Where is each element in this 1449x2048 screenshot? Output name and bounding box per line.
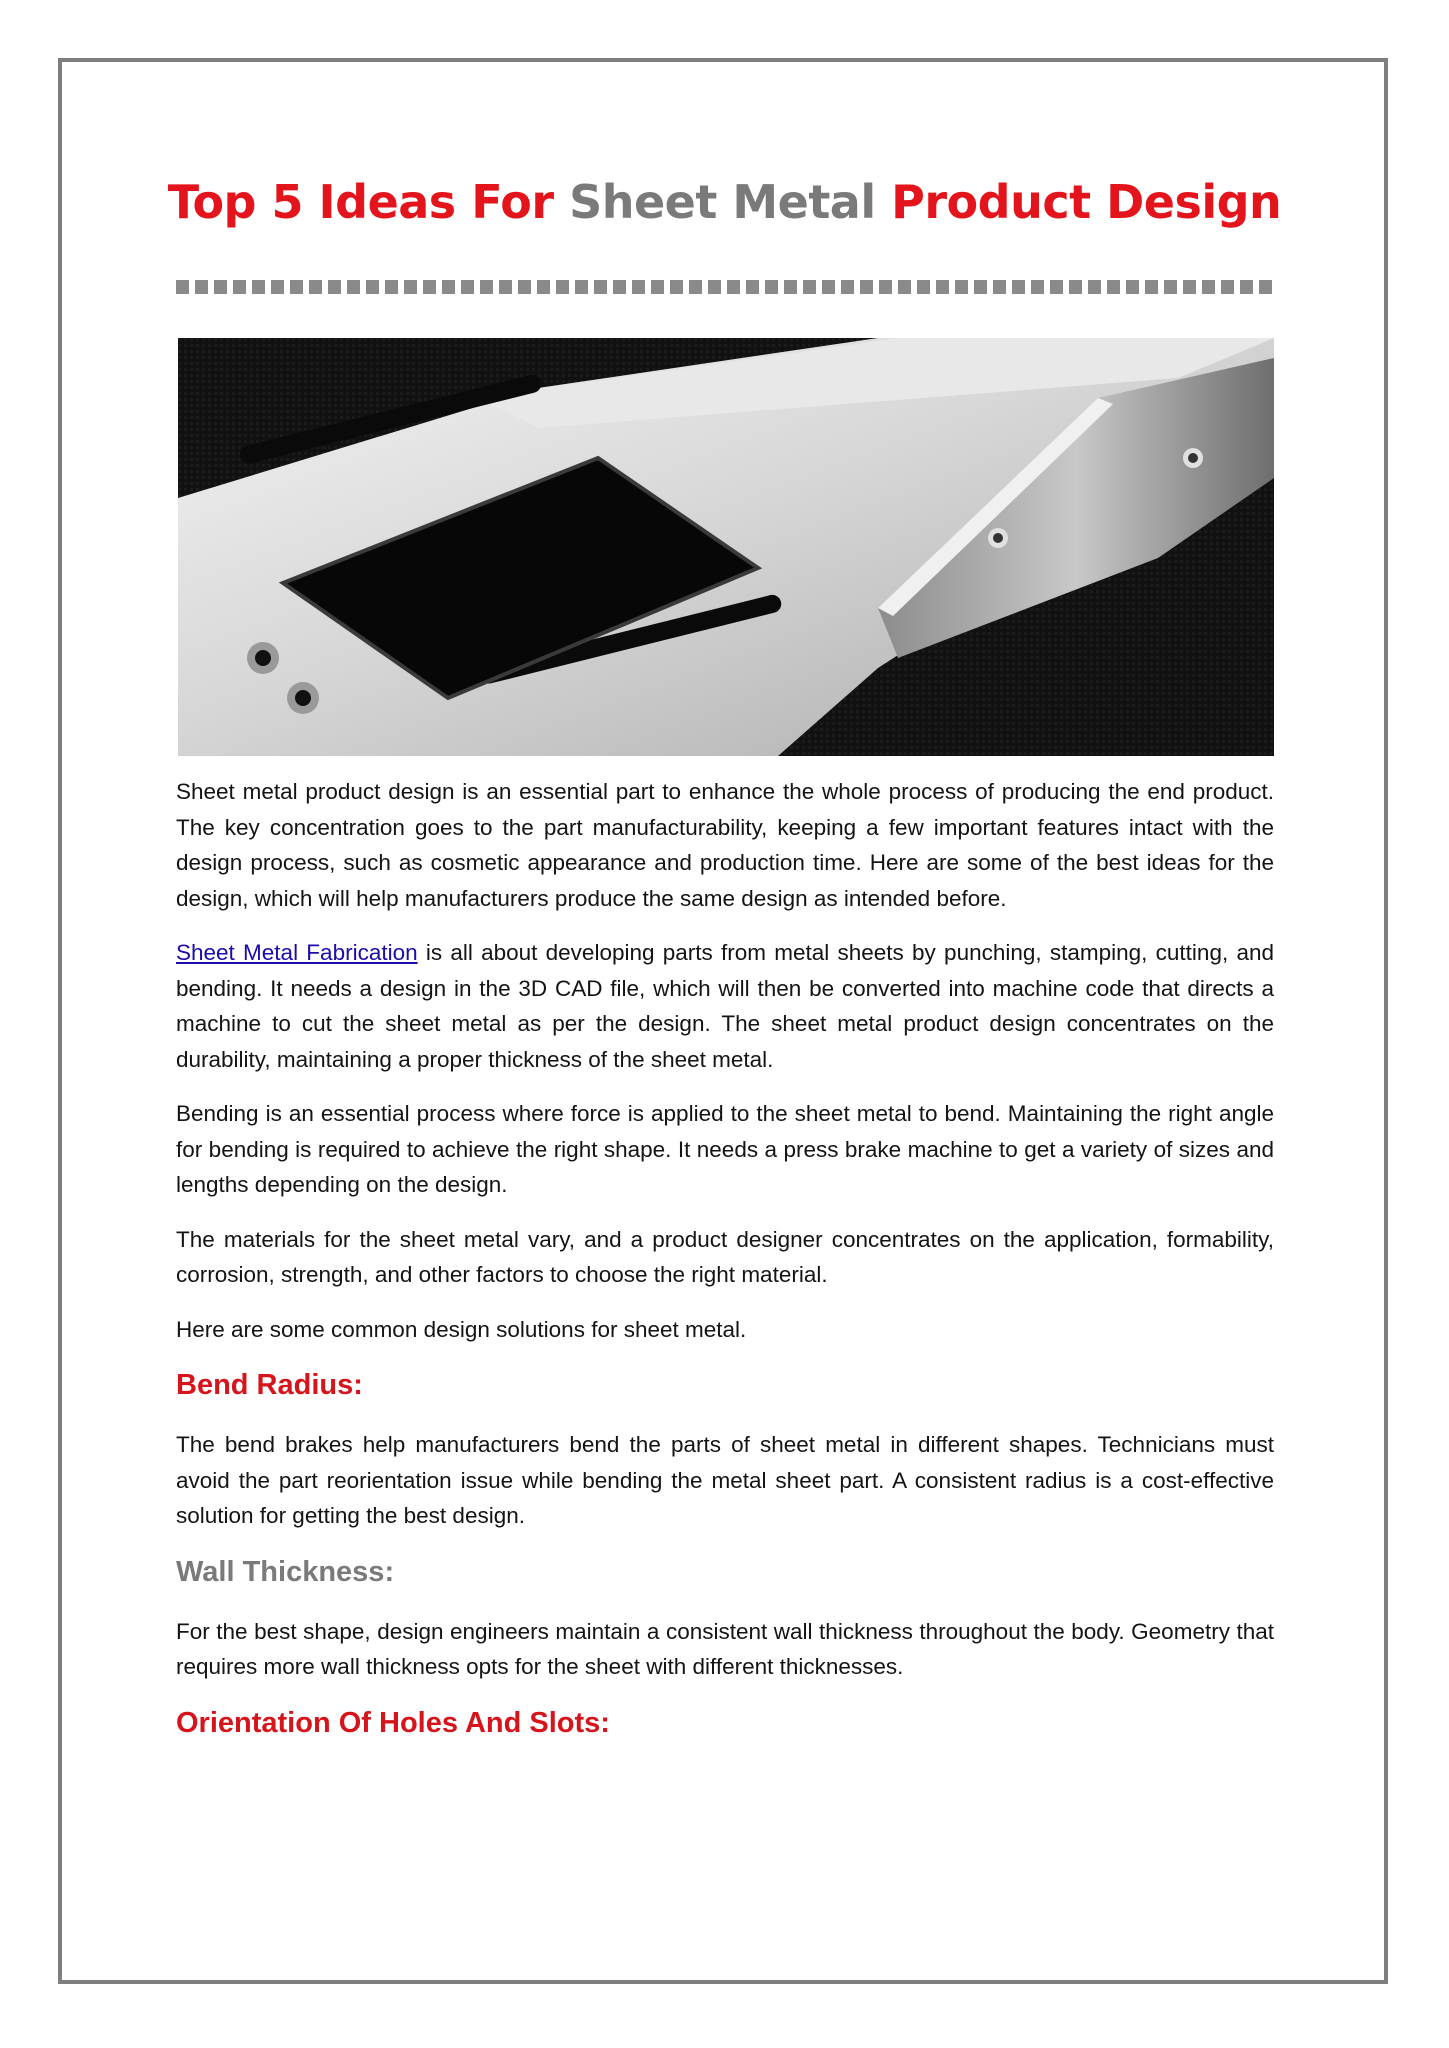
title-part-1: Top 5 Ideas For: [167, 175, 554, 229]
intro-paragraph: Sheet metal product design is an essential part to enhance the whole process of producing the end product. The key concentration goes to the part manufacturability, keeping a few important features intact with the design process, such as cosmetic appearance and production time. Here are some of the best ideas for the design, which will help manufacturers produce the same design as intended before.: [176, 779, 1274, 911]
fabrication-text: is all about developing parts from metal sheets by punching, stamping, cutting, and bending. It needs a design in the 3D CAD file, which will then be converted into machine code that directs a machine to cut the sheet metal as per the design. The sheet metal product design concentrates on the durability, maintaining a proper thickness of the sheet metal.: [176, 940, 1274, 1072]
title-part-2: Sheet Metal: [569, 175, 876, 229]
article-body: [176, 774, 1274, 1765]
heading-orientation-holes-slots: Orientation Of Holes And Slots:: [176, 1706, 610, 1739]
title-divider: [176, 280, 1274, 294]
bend-radius-paragraph: The bend brakes help manufacturers bend the parts of sheet metal in different shapes. Technicians must avoid the part reorientation issue while bending the metal sheet part. A consistent radius is a cost-effective solution for getting the best design.: [176, 1432, 1274, 1528]
bending-paragraph: Bending is an essential process where force is applied to the sheet metal to bend. Maintaining the right angle for bending is required to achieve the right shape. It needs a press brake machine to get a variety of sizes and lengths depending on the design.: [176, 1101, 1274, 1197]
sheet-metal-fabrication-link[interactable]: Sheet Metal Fabrication: [176, 940, 418, 965]
wall-thickness-paragraph: For the best shape, design engineers maintain a consistent wall thickness throughout the body. Geometry that requires more wall thickness opts for the sheet with different thicknesses.: [176, 1618, 1274, 1679]
page-title: [0, 175, 1449, 229]
materials-paragraph: The materials for the sheet metal vary, and a product designer concentrates on the application, formability, corrosion, strength, and other factors to choose the right material.: [176, 1226, 1274, 1287]
heading-wall-thickness: Wall Thickness:: [176, 1555, 395, 1588]
solutions-paragraph: Here are some common design solutions for sheet metal.: [176, 1316, 747, 1342]
hero-image: [178, 338, 1274, 756]
heading-bend-radius: Bend Radius:: [176, 1369, 363, 1401]
fabrication-paragraph: [176, 935, 1274, 1077]
sheet-metal-part-photo: [178, 338, 1274, 756]
title-part-3: Product Design: [891, 175, 1282, 229]
